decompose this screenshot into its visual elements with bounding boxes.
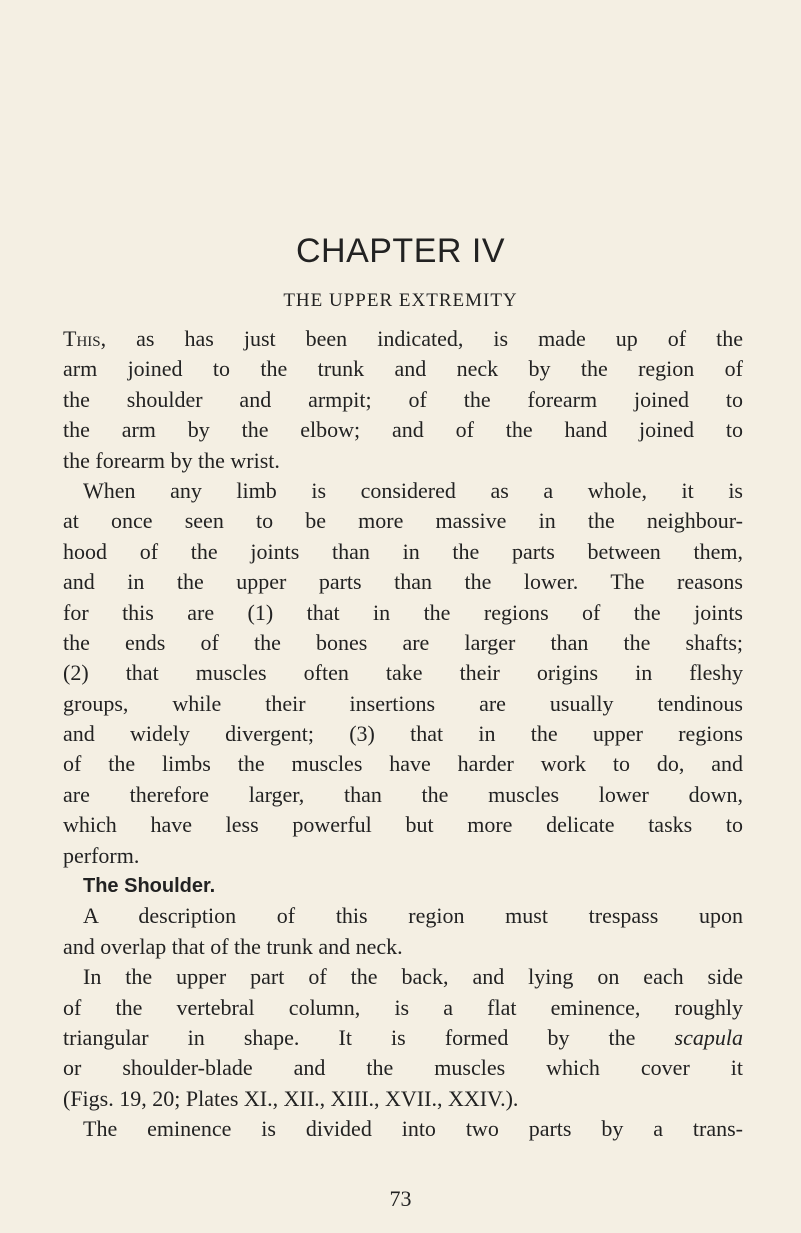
page-number: 73 — [389, 1186, 412, 1211]
paragraph-3-last-line: and overlap that of the trunk and neck. — [63, 933, 403, 959]
paragraph-1-first-word: This — [63, 326, 101, 351]
paragraph-1-last-line: the forearm by the wrist. — [63, 447, 280, 473]
paragraph-1-line: arm joined to the trunk and neck by the region of — [63, 356, 743, 382]
paragraph-1-line: the shoulder and armpit; of the forearm joined to — [63, 386, 743, 412]
paragraph-1-line: the arm by the elbow; and of the hand joined to — [63, 417, 743, 443]
paragraph-2-line: at once seen to be more massive in the neighbour- — [63, 508, 743, 534]
paragraph-1-line-1 — [63, 324, 743, 354]
paragraph-2-line: (2) that muscles often take their origins in fleshy — [63, 660, 743, 686]
chapter-heading: CHAPTER IV — [295, 232, 506, 270]
paragraph-2-line: which have less powerful but more delicate tasks to — [63, 812, 743, 838]
paragraph-2-line: of the limbs the muscles have harder work to do, and — [63, 751, 743, 777]
scapula-term: scapula — [674, 1024, 743, 1050]
paragraph-2-last-line: perform. — [63, 842, 140, 868]
paragraph-4-first-line: In the upper part of the back, and lying on each side — [83, 964, 743, 990]
paragraph-4-line-3-text: triangular in shape. It is formed by the — [63, 1024, 675, 1050]
paragraph-4-line: of the vertebral column, is a flat eminence, roughly — [63, 994, 743, 1020]
paragraph-1-line-1-rest: , as has just been indicated, is made up of the — [100, 326, 743, 351]
paragraph-3-first-line: A description of this region must trespass upon — [83, 903, 743, 929]
paragraph-5-first-line: The eminence is divided into two parts by a trans- — [83, 1116, 743, 1142]
chapter-subtitle: THE UPPER EXTREMITY — [283, 290, 518, 311]
body-text — [63, 324, 743, 1145]
section-heading: The Shoulder. — [83, 875, 216, 898]
paragraph-2-line: hood of the joints than in the parts between them, — [63, 538, 743, 564]
paragraph-2-line: and widely divergent; (3) that in the upper regions — [63, 721, 743, 747]
paragraph-4-last-line: (Figs. 19, 20; Plates XI., XII., XIII., XVII., XXIV.). — [63, 1085, 519, 1111]
paragraph-2-line: for this are (1) that in the regions of the joints — [63, 599, 743, 625]
paragraph-2-first-line: When any limb is considered as a whole, it is — [83, 477, 743, 503]
paragraph-4-line-3 — [63, 1023, 743, 1053]
paragraph-2-line: and in the upper parts than the lower. The reasons — [63, 569, 743, 595]
paragraph-2-line: the ends of the bones are larger than the shafts; — [63, 629, 743, 655]
paragraph-2-line: groups, while their insertions are usually tendinous — [63, 690, 743, 716]
paragraph-2-line: are therefore larger, than the muscles lower down, — [63, 781, 743, 807]
paragraph-4-line: or shoulder-blade and the muscles which cover it — [63, 1055, 743, 1081]
